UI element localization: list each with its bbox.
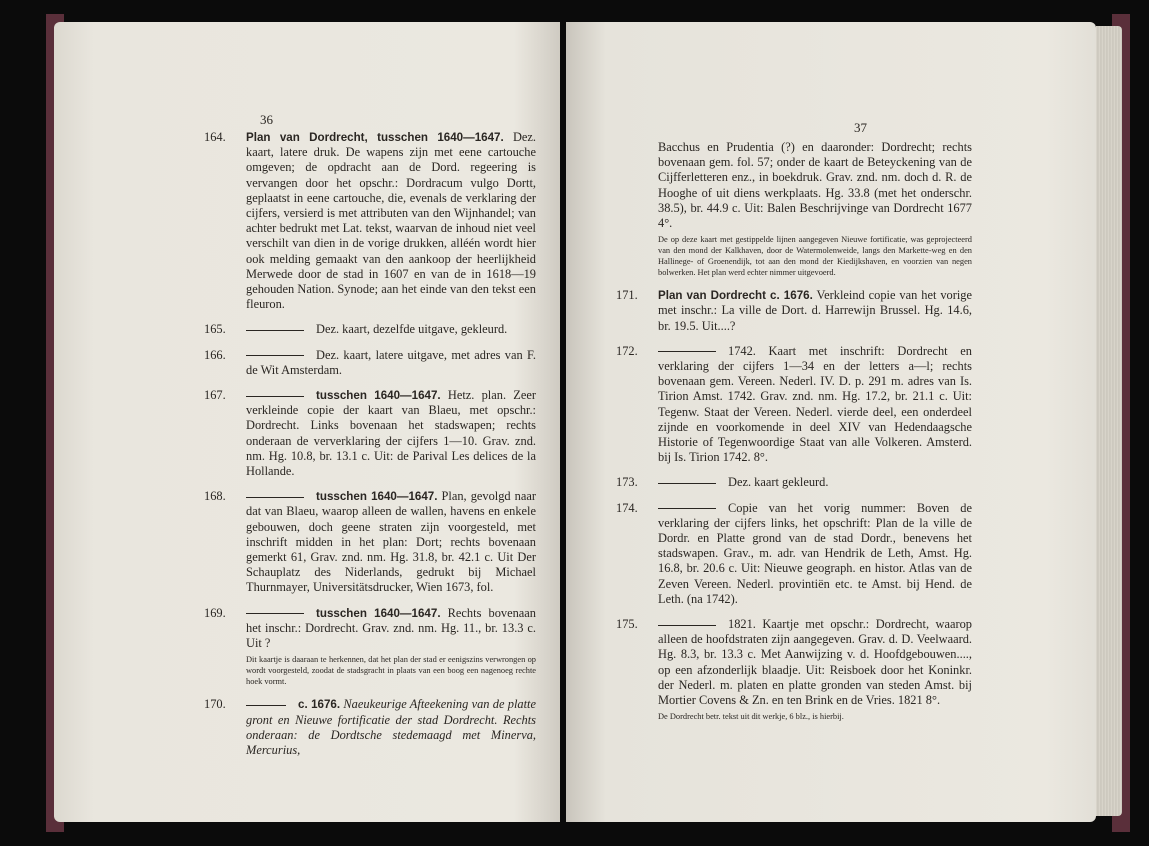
- catalog-entry: [204, 322, 536, 337]
- entry-number: 173.: [616, 475, 638, 490]
- entry-note: De op deze kaart met gestippelde lijnen aangegeven Nieuwe fortificatie, was geprojecteerd van den mond der Kalkhaven, door de Watermolenweide, langs den Markette-weg en den Hallinege- of Groenendijk, tot aan den mond der Kiedijkshaven, en voorzien van negen bolwerken. Het plan werd echter nimmer uitgevoerd.: [658, 235, 972, 278]
- ditto-dash: [658, 483, 716, 484]
- ditto-dash: [246, 497, 304, 498]
- entry-number: 165.: [204, 322, 226, 337]
- entry-number: 172.: [616, 343, 638, 358]
- catalog-entry: [204, 697, 536, 758]
- ditto-dash: [658, 351, 716, 352]
- entry-heading: c. 1676.: [298, 698, 341, 712]
- ditto-dash: [246, 613, 304, 614]
- catalog-entry: [616, 288, 972, 334]
- entry-text: Dez. kaart, latere druk. De wapens zijn met eene cartouche omgeven; de opdracht aan de Dord. regeering is vervangen door het opschr.: Dordracum vulgo Dortt, geplaatst in eene cartouche, die, evenals de verklaring der cijfers, versierd is met attributen van den Wijnhandel; van achter bedrukt met Lat. tekst, waarvan de inhoud niet veel verschilt van dien in de vorige drukken, alléén wordt hier ook melding gemaakt van den aankoop der heerlijkheid Merwede door de stad in 1607 en van de in 1618—19 gehouden Nation. Synode; aan het einde van den tekst een fleuron.: [246, 130, 536, 312]
- entry-text: Verkleind copie van het vorige met inschr.: La ville de Dort. d. Harrewijn Brussel. Hg. 14.6, br. 19.5. Uit....?: [658, 288, 973, 333]
- entry-text: 1821. Kaartje met opschr.: Dordrecht, waarop alleen de hoofdstraten zijn aangegeven. Grav. d. D. Veelwaard. Hg. 8.3, br. 13.3 c. Met Aanwijzing v. d. Hoofdgebouwen...., op een afzonderlijk blaadje. Uit: Reisboek door het Koninkr. der Nederl. m. platen en platte gronden van steden Amst. bij Mortier Covens & Zn. en ten Brink en de Vries. 1821 8°.: [658, 617, 972, 708]
- entry-number: 174.: [616, 500, 638, 515]
- entry-text: 1742. Kaart met inschrift: Dordrecht en verklaring der cijfers 1—34 en der letters a—l; rechts bovenaan gem. Vereen. Nederl. IV. D. p. 291 m. adres van Is. Tirion Amst. 1742. Grav. znd. nm. Hg. 17.2, br. 21.1 c. Uit: Tegenw. Staat der Vereen. Nederl. vierde deel, een onderdeel zijnde en voorkomende in deel XIV van Hedendaagsche Historie of Tegenwoordige Staat van alle Volkeren. Amsterd. bij Is. Tirion 1742. 8°.: [658, 343, 972, 465]
- entry-text: Plan, gevolgd naar dat van Blaeu, waarop alleen de wallen, havens en enkele gebouwen, doch geene straten zijn voorgesteld, met inschrift midden in het plan: Dort; rechts bovenaan gemerkt 61, Grav. znd. nm. Hg. 31.8, br. 42.1 c. Uit Der Schauplatz des Niderlands, gedrukt bij Michael Thurnmayer, Universitätsdrucker, Wien 1673, fol.: [246, 489, 536, 595]
- entry-note: De Dordrecht betr. tekst uit dit werkje, 6 blz., is hierbij.: [658, 712, 844, 722]
- entry-number: 175.: [616, 617, 638, 632]
- left-column: [204, 130, 536, 768]
- entry-text: Bacchus en Prudentia (?) en daaronder: Dordrecht; rechts bovenaan gem. fol. 57; onder de kaart de Beteyckening van de Cijfferletteren enz., in boekdruk. Grav. znd. nm. doch d. R. de Hooghe of uit diens werkplaats. Hg. 33.8 (met het onderschr. 38.5), br. 44.9 c. Uit: Balen Beschrijvinge van Dordrecht 1677 4°.: [658, 140, 972, 231]
- catalog-entry: [616, 475, 972, 490]
- ditto-dash: [246, 705, 286, 706]
- catalog-entry: [616, 501, 972, 607]
- entry-heading: Plan van Dordrecht c. 1676.: [658, 289, 813, 303]
- entry-text: Dez. kaart gekleurd.: [728, 475, 829, 490]
- catalog-entry: [204, 348, 536, 378]
- ditto-dash: [246, 396, 304, 397]
- entry-text: Naeukeurige Afteekening van de platte gront en Nieuwe fortificatie der stad Dordrecht. Rechts onderaan: de Dordtsche stedemaagd met Minerva, Mercurius,: [246, 697, 536, 757]
- entry-text: Dez. kaart, latere uitgave, met adres van F. de Wit Amsterdam.: [246, 347, 536, 377]
- entry-number: 167.: [204, 388, 226, 403]
- entry-continuation: [616, 140, 972, 278]
- entry-number: 171.: [616, 288, 638, 303]
- entry-number: 168.: [204, 489, 226, 504]
- ditto-dash: [658, 508, 716, 509]
- page-number: 36: [260, 112, 273, 127]
- page-edges: [1096, 26, 1122, 816]
- entry-heading: tusschen 1640—1647.: [316, 490, 438, 504]
- entry-number: 169.: [204, 605, 226, 620]
- entry-number: 166.: [204, 347, 226, 362]
- catalog-entry: [204, 606, 536, 688]
- entry-note: Dit kaartje is daaraan te herkennen, dat het plan der stad er eenigszins verwrongen op wordt voorgesteld, zoodat de stadsgracht in plaats van een boog een nagenoeg rechte hoek vormt.: [246, 655, 536, 687]
- catalog-entry: [616, 617, 972, 722]
- entry-text: Dez. kaart, dezelfde uitgave, gekleurd.: [316, 322, 508, 337]
- page-number: 37: [854, 120, 867, 135]
- left-page: [54, 22, 560, 822]
- entry-number: 170.: [204, 697, 226, 712]
- right-page: [566, 22, 1096, 822]
- catalog-entry: [204, 130, 536, 312]
- catalog-entry: [204, 489, 536, 595]
- ditto-dash: [246, 330, 304, 331]
- entry-text: Hetz. plan. Zeer verkleinde copie der kaart van Blaeu, met opschr.: Dordrecht. Links bovenaan het stadswapen; rechts onderaan de ververklaring der cijfers 1—10. Grav. znd. nm. Hg. 10.8, br. 13.1 c. Uit: de Parival Les delices de la Hollande.: [246, 388, 536, 479]
- entry-heading: Plan van Dordrecht, tusschen 1640—1647.: [246, 131, 504, 144]
- catalog-entry: [616, 344, 972, 466]
- entry-heading: tusschen 1640—1647.: [316, 606, 441, 620]
- right-column: [616, 140, 972, 732]
- entry-number: 164.: [204, 130, 226, 144]
- entry-text: Rechts bovenaan het inschr.: Dordrecht. Grav. znd. nm. Hg. 11., br. 13.3 c. Uit ?: [246, 605, 536, 651]
- ditto-dash: [658, 625, 716, 626]
- entry-heading: tusschen 1640—1647.: [316, 389, 441, 403]
- ditto-dash: [246, 355, 304, 356]
- entry-text: Copie van het vorig nummer: Boven de verklaring der cijfers links, het opschrift: Plan de la ville de Dordr. en Platte grond van de stad Dordr., benevens het stadswapen. Grav., m. adr. van Hendrik de Leth, Amst. Hg. 16.8, br. 20.6 c. Uit: Nieuwe geograph. en histor. Atlas van de Zeven Vereen. Nederl. provintiën etc. te Amst. bij Hend. de Leth. (na 1742).: [658, 500, 972, 606]
- catalog-entry: [204, 388, 536, 479]
